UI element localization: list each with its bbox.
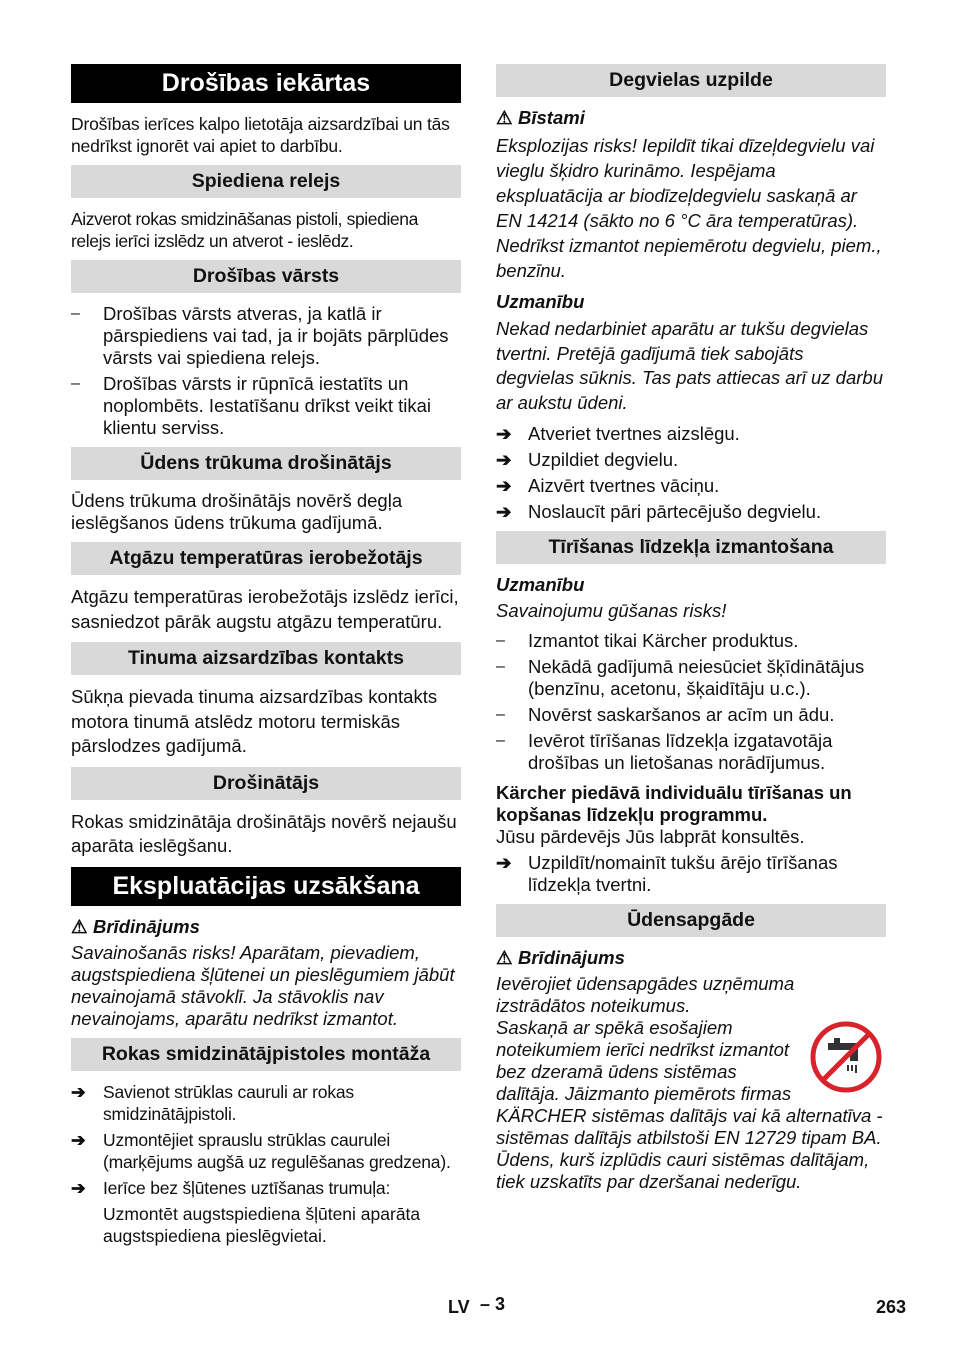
subheading-fuse: Drošinātājs xyxy=(71,767,461,800)
warning-text: Savainošanās risks! Aparātam, pievadiem, augstspiediena šļūtenei un pieslēgumiem jābūt nevainojamā stāvoklī. Ja stāvoklis nav nevainojams, aparātu nedrīkst izmantot. xyxy=(71,941,455,1029)
right-column xyxy=(496,64,886,1201)
no-drinking-water-icon xyxy=(810,1021,882,1093)
subheading-safety-valve: Drošības vārsts xyxy=(71,260,461,293)
warning-icon: ⚠ xyxy=(71,915,88,937)
subheading-gun-assembly: Rokas smidzinātājpistoles montāža xyxy=(71,1038,461,1071)
list-item: ➔ Noslaucīt pāri pārtecējušo degvielu. xyxy=(496,501,822,522)
arrow-icon: ➔ xyxy=(71,1177,86,1198)
warning-label: ⚠ Brīdinājums xyxy=(496,947,625,968)
list-item: ➔ Savienot strūklas cauruli ar rokas smidzinātājpistoli. xyxy=(71,1081,354,1124)
list-item: ➔ Uzmontējiet sprauslu strūklas caurulei (marķējums augšā uz regulēšanas gredzena). xyxy=(71,1129,451,1172)
warning-icon: ⚠ xyxy=(496,107,513,128)
caution-label: Uzmanību xyxy=(496,574,585,595)
arrow-icon: ➔ xyxy=(496,475,512,496)
list-item: – Drošības vārsts ir rūpnīcā iestatīts un noplombēts. Iestatīšanu drīkst veikt tikai klientu serviss. xyxy=(71,373,432,438)
list-item: ➔ Uzpildīt/nomainīt tukšu ārējo tīrīšanas līdzekļa tvertni. xyxy=(496,852,838,895)
caution-text: Savainojumu gūšanas risks! xyxy=(496,600,727,621)
danger-label: ⚠ Bīstami xyxy=(496,107,585,128)
list-item: ➔ Atveriet tvertnes aizslēgu. xyxy=(496,423,740,444)
arrow-icon: ➔ xyxy=(496,852,512,873)
list-item: – Nekādā gadījumā neiesūciet šķīdinātājus (benzīnu, acetonu, šķaidītāju u.c.). xyxy=(496,656,865,699)
footer-dash-page: – 3 xyxy=(480,1294,506,1314)
fuse-text: Rokas smidzinātāja drošinātājs novērš nejaušu aparāta ieslēgšanu. xyxy=(71,810,457,856)
subheading-fuel: Degvielas uzpilde xyxy=(496,64,886,97)
subheading-pressure-switch: Spiediena relejs xyxy=(71,165,461,198)
page-number: 263 xyxy=(876,1297,907,1317)
detergent-list xyxy=(496,630,886,774)
dealer-text: Jūsu pārdevējs Jūs labprāt konsultēs. xyxy=(496,826,805,847)
water-text-2: Saskaņā ar spēkā esošajiem noteikumiem ierīci nedrīkst izmantot bez dzeramā ūdens sistēmas dalītāja. Jāizmanto piemērots firmas KÄRCHER sistēmas dalītājs vai kā alternatīva - sistēmas dalītājs atbilstoši EN 12729 tipam BA. Ūdens, kurš izplūdis cauri sistēmas dalītājam, tiek uzskatīts par dzeršanai nederīgu. xyxy=(496,1017,886,1193)
safety-intro: Drošības ierīces kalpo lietotāja aizsardzībai un tās nedrīkst ignorēt vai apiet to darbību. xyxy=(71,114,450,156)
subheading-exhaust-limiter: Atgāzu temperatūras ierobežotājs xyxy=(71,542,461,575)
detergent-steps xyxy=(496,852,886,896)
fuel-steps xyxy=(496,423,886,523)
arrow-icon: ➔ xyxy=(71,1129,86,1150)
list-item: – Drošības vārsts atveras, ja katlā ir pārspiediens vai tad, ja ir bojāts pārplūdes vārsts vai spiediena relejs. xyxy=(71,303,449,368)
warning-icon: ⚠ xyxy=(496,947,513,968)
arrow-icon: ➔ xyxy=(496,449,512,470)
subheading-winding-contact: Tinuma aizsardzības kontakts xyxy=(71,642,461,675)
water-text-1: Ievērojiet ūdensapgādes uzņēmuma izstrādātos noteikumus. xyxy=(496,973,795,1016)
list-item: ➔ Uzpildiet degvielu. xyxy=(496,449,679,470)
subheading-water-shortage: Ūdens trūkuma drošinātājs xyxy=(71,447,461,480)
warning-label: ⚠ Brīdinājums xyxy=(71,915,200,937)
dash-icon: – xyxy=(496,658,505,675)
water-shortage-text: Ūdens trūkuma drošinātājs novērš degļa ieslēgšanos ūdens trūkuma gadījumā. xyxy=(71,490,403,533)
subheading-detergent: Tīrīšanas līdzekļa izmantošana xyxy=(496,531,886,564)
gun-assembly-steps xyxy=(71,1081,461,1199)
section-heading-startup: Ekspluatācijas uzsākšana xyxy=(71,867,461,906)
list-item: – Ievērot tīrīšanas līdzekļa izgatavotāja drošības un lietošanas norādījumus. xyxy=(496,730,833,773)
water-supply-block xyxy=(496,947,886,1193)
list-item: – Novērst saskaršanos ar acīm un ādu. xyxy=(496,704,835,725)
winding-contact-text: Sūkņa pievada tinuma aizsardzības kontakts motora tinumā atslēdz motoru termiskās pārslodzes gadījumā. xyxy=(71,686,438,756)
arrow-icon: ➔ xyxy=(496,501,512,522)
footer-lang: LV xyxy=(448,1297,470,1317)
dash-icon: – xyxy=(496,706,505,723)
dash-icon: – xyxy=(71,305,80,322)
detergent-program-text: Kärcher piedāvā individuālu tīrīšanas un kopšanas līdzekļu programmu. xyxy=(496,782,852,825)
dash-icon: – xyxy=(71,375,80,392)
list-item: ➔ Ierīce bez šļūtenes uztīšanas trumuļa: xyxy=(71,1177,391,1198)
safety-valve-list xyxy=(71,303,461,439)
gun-extra-text: Uzmontēt augstspiediena šļūteni aparāta augstspiediena pieslēgvietai. xyxy=(103,1203,421,1246)
left-column xyxy=(71,64,461,1255)
exhaust-limiter-text: Atgāzu temperatūras ierobežotājs izslēdz ierīci, sasniedzot pārāk augstu atgāzu temperatūru. xyxy=(71,586,459,632)
pressure-switch-text: Aizverot rokas smidzināšanas pistoli, spiediena relejs ierīci izslēdz un atverot - ieslēdz. xyxy=(71,209,418,251)
list-item: ➔ Aizvērt tvertnes vāciņu. xyxy=(496,475,720,496)
danger-text: Eksplozijas risks! Iepildīt tikai dīzeļdegvielu vai vieglu šķidro kurināmo. Iespējama ekspluatācija ar biodīzeļdegvielu saskaņā ar EN 14214 (sākto no 6 °C āra temperatūras). Nedrīkst izmantot nepiemērotu degvielu, piem., benzīnu. xyxy=(496,135,882,281)
subheading-water-supply: Ūdensapgāde xyxy=(496,904,886,937)
caution-text: Nekad nedarbiniet aparātu ar tukšu degvielas tvertni. Pretējā gadījumā tiek sabojāts degvielas sūknis. Tas pats attiecas arī uz darbu ar aukstu ūdeni. xyxy=(496,318,884,413)
section-heading-safety: Drošības iekārtas xyxy=(71,64,461,103)
dash-icon: – xyxy=(496,632,505,649)
arrow-icon: ➔ xyxy=(496,423,512,444)
list-item: – Izmantot tikai Kärcher produktus. xyxy=(496,630,799,651)
dash-icon: – xyxy=(496,732,505,749)
arrow-icon: ➔ xyxy=(71,1081,86,1102)
caution-label: Uzmanību xyxy=(496,291,585,312)
